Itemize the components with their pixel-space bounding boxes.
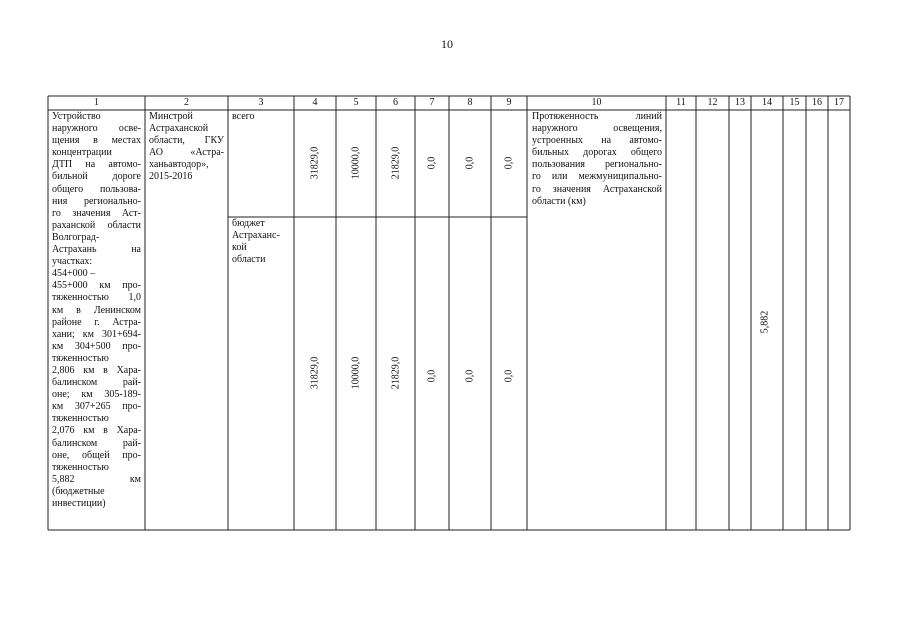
row2-col5-value: 10000,0 <box>350 356 362 390</box>
page-number: 10 <box>441 37 453 51</box>
text-line: го значения Аст- <box>52 207 141 219</box>
text-line: км 304+500 про- <box>52 340 141 352</box>
row2-col9-value: 0,0 <box>503 369 515 383</box>
text-line: оне, общей про- <box>52 449 141 461</box>
text-line: ДТП на автомо- <box>52 159 141 171</box>
header-col-2: 2 <box>184 97 189 108</box>
text-line: общего пользова- <box>52 183 141 195</box>
text-line: бильных дорогах общего <box>532 147 662 159</box>
header-col-10: 10 <box>591 97 602 108</box>
header-col-15: 15 <box>789 97 800 108</box>
header-col-14: 14 <box>762 97 772 108</box>
measure-description <box>52 111 141 510</box>
text-line: области, ГКУ <box>149 135 224 147</box>
header-col-16: 16 <box>812 97 822 108</box>
text-line: Волгоград- <box>52 231 100 243</box>
text-line: районе г. Астра- <box>52 316 141 328</box>
text-line: наружного освещения, <box>532 123 662 135</box>
header-col-3: 3 <box>258 97 264 108</box>
text-line: области (км) <box>532 195 586 207</box>
text-line: устроенных на автомо- <box>532 135 662 147</box>
text-line: наружного осве- <box>52 123 141 135</box>
row1-col8-value: 0,0 <box>464 156 476 170</box>
executor-cell <box>149 111 224 184</box>
text-line: км в Ленинском <box>52 304 141 316</box>
header-col-12: 12 <box>707 97 718 108</box>
row2-col8-value: 0,0 <box>464 369 476 383</box>
text-line: Астрахань на <box>52 244 141 256</box>
indicator-description <box>532 111 662 208</box>
text-line: го значения Астраханской <box>532 183 662 195</box>
row2-col7-value: 0,0 <box>426 369 438 383</box>
text-line: щения в местах <box>52 135 141 147</box>
text-line: 2,806 км в Хара- <box>52 364 141 376</box>
text-line: Устройство <box>52 111 101 122</box>
funding-source-regional <box>232 218 292 266</box>
text-line: участках: <box>52 256 93 268</box>
text-line: кой <box>232 242 247 254</box>
header-col-7: 7 <box>429 97 435 108</box>
text-line: раханской области <box>52 219 141 231</box>
text-line: концентрации <box>52 147 112 159</box>
header-col-11: 11 <box>676 97 686 108</box>
text-line: пользования регионально- <box>532 159 662 171</box>
text-line: (бюджетные <box>52 485 105 497</box>
text-line: области <box>232 254 266 266</box>
row1-col6-value: 21829,0 <box>390 146 402 180</box>
row1-col5-value: 10000,0 <box>350 146 362 180</box>
header-col-13: 13 <box>735 97 745 108</box>
text-line: 454+000 – <box>52 268 96 280</box>
text-line: Астраханской <box>149 123 209 135</box>
text-line: Минстрой <box>149 111 193 122</box>
text-line: го или межмуниципально- <box>532 171 662 183</box>
row2-col6-value: 21829,0 <box>390 356 402 390</box>
text-line: Протяженность линий <box>532 111 662 122</box>
text-line: бильной дороге <box>52 171 141 183</box>
text-line: АО «Астра- <box>149 147 224 159</box>
row2-col4-value: 31829,0 <box>309 356 321 390</box>
col14-target-value: 5,882 <box>759 310 771 334</box>
text-line: балинском рай- <box>52 377 141 389</box>
text-line: 455+000 км про- <box>52 280 141 292</box>
text-line: оне; км 305-189- <box>52 389 141 401</box>
text-line: 2,076 км в Хара- <box>52 425 141 437</box>
text-line: тяженностью 1,0 <box>52 292 141 304</box>
row1-col4-value: 31829,0 <box>309 146 321 180</box>
row1-col7-value: 0,0 <box>426 156 438 170</box>
text-line: тяженностью <box>52 352 109 364</box>
text-line: балинском рай- <box>52 437 141 449</box>
funding-source-total: всего <box>232 111 255 122</box>
text-line: хани; км 301+694- <box>52 328 141 340</box>
text-line: тяженностью <box>52 413 109 425</box>
text-line: 2015-2016 <box>149 171 193 183</box>
text-line: бюджет <box>232 218 265 229</box>
header-col-8: 8 <box>467 97 473 108</box>
text-line: тяженностью <box>52 461 109 473</box>
text-line: инвестиции) <box>52 498 106 509</box>
row1-col9-value: 0,0 <box>503 156 515 170</box>
text-line: 5,882 км <box>52 473 141 485</box>
header-col-9: 9 <box>506 97 512 108</box>
header-col-17: 17 <box>834 97 844 108</box>
header-col-4: 4 <box>312 97 318 108</box>
text-line: км 307+265 про- <box>52 401 141 413</box>
header-col-5: 5 <box>353 97 359 108</box>
text-line: ханьавтодор», <box>149 159 209 171</box>
header-col-1: 1 <box>94 97 99 108</box>
text-line: ния регионально- <box>52 195 141 207</box>
header-col-6: 6 <box>393 97 398 108</box>
text-line: Астраханс- <box>232 230 280 242</box>
